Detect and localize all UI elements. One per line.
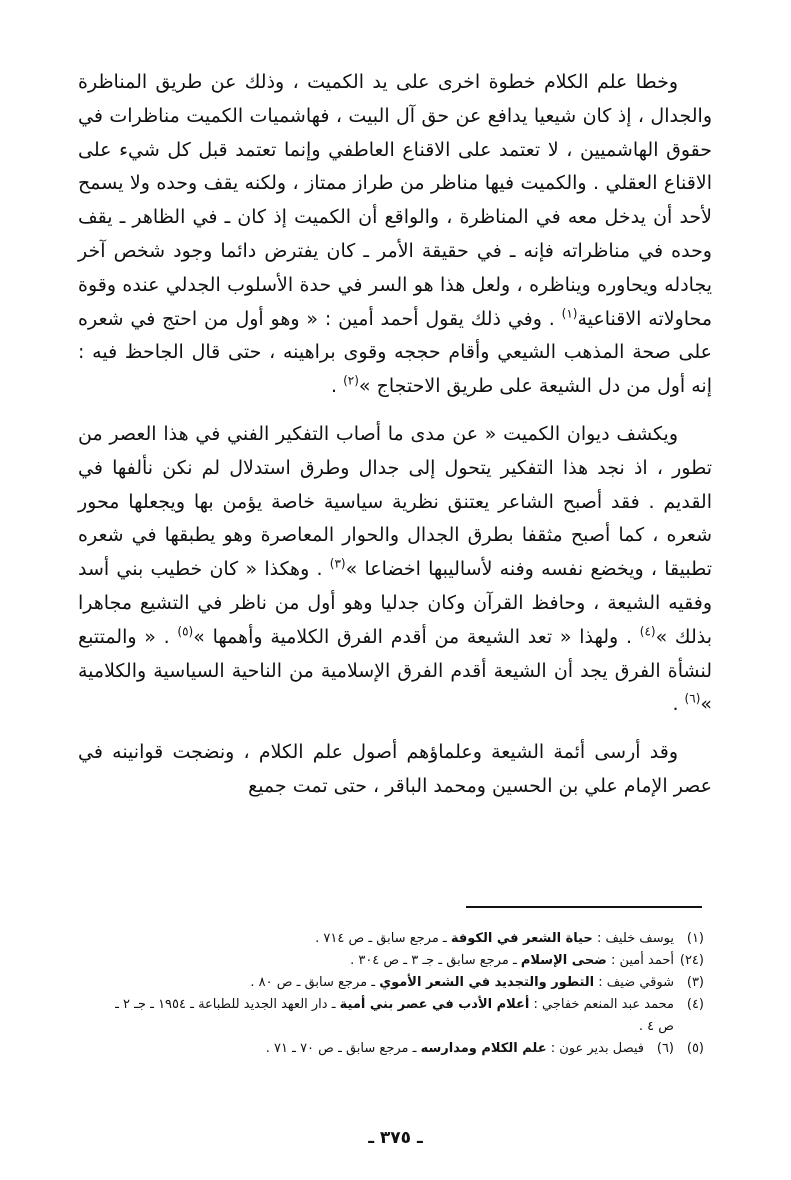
main-text [78, 66, 712, 804]
footnote-source: ـ مرجع سابق ـ جـ ٣ ـ ص ٣٠٤ . [350, 953, 521, 968]
footnote-number: (٦) [656, 1041, 674, 1056]
footnote-ref[interactable]: (٦) [684, 692, 701, 707]
footnote-number: (١) [686, 931, 704, 946]
footnote-ref[interactable]: (١) [561, 306, 578, 321]
footnote-text [98, 994, 674, 1038]
paragraph-1 [78, 66, 712, 404]
text-run: . « والمتتبع لنشأة الفرق يجد أن الشيعة أقدم الفرق الإسلامية من الناحية السياسية والكلامية » [78, 625, 712, 716]
page-number: ـ ٣٧٥ ـ [368, 1128, 423, 1148]
text-run: وقد أرسى أئمة الشيعة وعلماؤهم أصول علم الكلام ، ونضجت قوانينه في عصر الإمام علي بن الحسين ومحمد الباقر ، حتى تمت جميع [78, 741, 712, 797]
footnote-number: (٢٤) [679, 953, 704, 968]
footnote-item [98, 1038, 704, 1060]
footnote-item [98, 972, 704, 994]
text-run: وخطا علم الكلام خطوة اخرى على يد الكميت ، وذلك عن طريق المناظرة والجدال ، إذ كان شيعيا يدافع عن حق آل البيت ، فهاشميات الكميت مناظرات في حقوق الهاشميين ، لا تعتمد على الاقناع العاطفي وإنما تعتمد قبل كل شيء على الاقناع العقلي . والكميت فيها مناظر من طراز ممتاز ، ولكنه يقف وحده ولا يسمح لأحد أن يدخل معه في المناظرة ، والواقع أن الكميت إذ كان ـ في الظاهر ـ يقف وحده في مناظراته فإنه ـ في حقيقة الأمر ـ كان يفترض دائما وجود شخص آخر يجادله ويحاوره ويناظره ، ولعل هذا هو السر في حدة الأسلوب الجدلي عنده وقوة محاولاته الاقناعية [78, 71, 712, 330]
footnote-text [98, 1038, 644, 1060]
footnote-number: (٥) [686, 1041, 704, 1056]
footnote-title: أعلام الأدب في عصر بني أمية [339, 997, 530, 1012]
footnote-source: ـ دار العهد الجديد للطباعة ـ ١٩٥٤ ـ جـ ٢ ـ ص ٤ . [115, 997, 674, 1034]
footnote-ref[interactable]: (٤) [639, 624, 656, 639]
footnote-author: أحمد أمين : [606, 953, 674, 968]
paragraph-2 [78, 418, 712, 722]
footnote-item [98, 928, 704, 950]
footnote-title: التطور والتجديد في الشعر الأموي [379, 975, 595, 990]
text-run: . [672, 693, 685, 716]
footnote-source: ـ مرجع سابق ـ ص ٧٠ ـ ٧١ . [265, 1041, 421, 1056]
footnote-ref[interactable]: (٥) [177, 624, 194, 639]
text-run: . وفي ذلك يقول أحمد أمين : « وهو أول من احتج في شعره على صحة المذهب الشيعي وأقام حججه وقوى براهينه ، حتى قال الجاحظ فيه : إنه أول من دل الشيعة على طريق الاحتجاج » [78, 307, 712, 398]
footnote-text [98, 972, 674, 994]
footnote-divider [466, 906, 702, 908]
text-run: . ولهذا « تعد الشيعة من أقدم الفرق الكلامية وأهمها » [193, 625, 640, 648]
footnote-ref[interactable]: (٣) [329, 556, 346, 571]
footnote-source: ـ مرجع سابق ـ ص ٧١٤ . [315, 931, 451, 946]
footnote-text [98, 928, 674, 950]
footnote-title: ضحى الإسلام [520, 953, 607, 968]
footnote-number: (٤) [686, 997, 704, 1012]
footnote-author: شوقي ضيف : [594, 975, 674, 990]
footnote-title: حياة الشعر في الكوفة [450, 931, 593, 946]
footnote-number: (٣) [686, 975, 704, 990]
text-run: . [331, 375, 344, 398]
footnote-author: فيصل بدير عون : [546, 1041, 644, 1056]
footnote-ref[interactable]: (٢) [343, 373, 359, 388]
text-run: ويكشف ديوان الكميت « عن مدى ما أصاب التفكير الفني في هذا العصر من تطور ، اذ نجد هذا التفكير يتحول إلى جدال وطرق استدلال لم نكن نألفها في القديم . فقد أصبح الشاعر يعتنق نظرية سياسية خاصة يؤمن بها ويجعلها محور شعره ، كما أصبح مثقفا بطرق الجدال والحوار المعاصرة وهو يطبقها في شعره تطبيقا ، ويخضع نفسه وفنه لأساليبها اخضاعا » [78, 422, 712, 581]
footnote-author: محمد عبد المنعم خفاجي : [529, 997, 674, 1012]
footnote-text [98, 950, 674, 972]
footnote-source: ـ مرجع سابق ـ ص ٨٠ . [250, 975, 380, 990]
footnote-item [98, 950, 704, 972]
footnote-author: يوسف خليف : [592, 931, 674, 946]
footnotes [98, 928, 704, 1060]
footnote-title: علم الكلام ومدارسه [420, 1041, 547, 1056]
footnote-item [98, 994, 704, 1038]
paragraph-3 [78, 736, 712, 804]
text-run: . وهكذا « كان خطيب بني أسد وفقيه الشيعة ، وحافظ القرآن وكان جدليا وهو أول من ناظر في التشيع مجاهرا بذلك » [78, 558, 712, 648]
